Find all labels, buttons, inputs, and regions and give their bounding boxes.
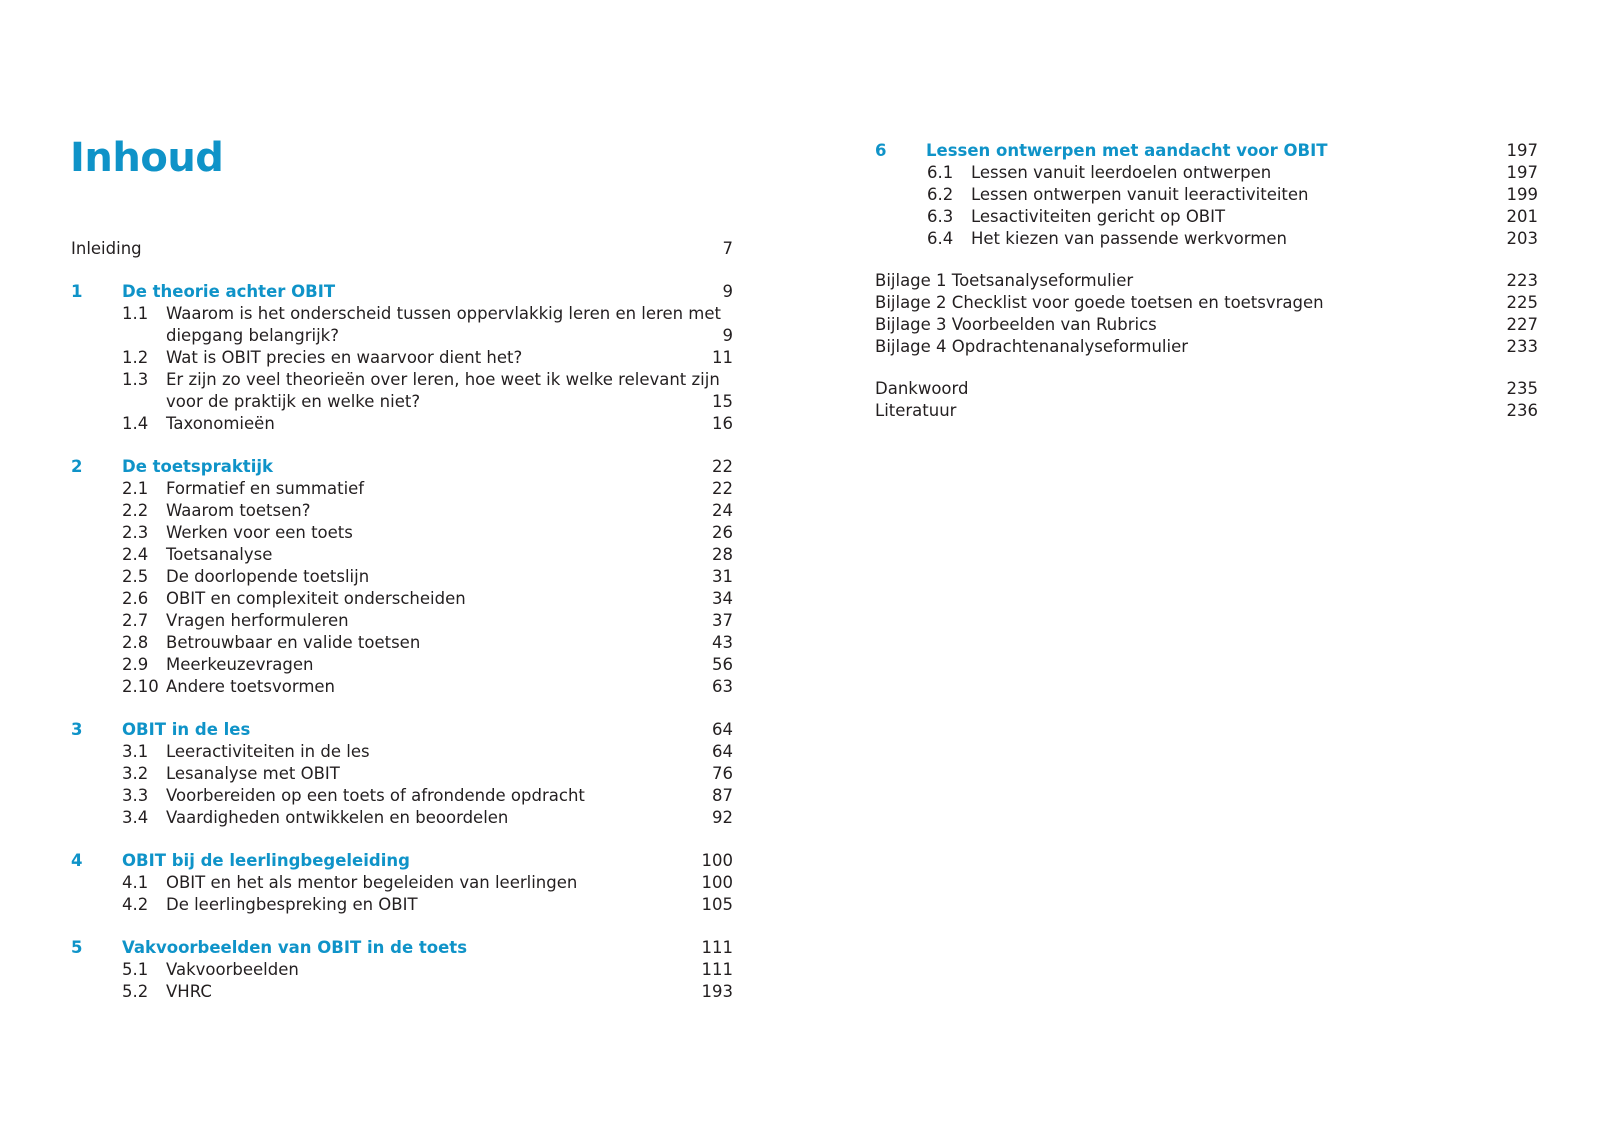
section-number: 6.2 — [927, 185, 954, 204]
toc-chapter-4[interactable] — [71, 850, 733, 872]
toc-section-3-1[interactable] — [71, 741, 733, 763]
section-number: 2.5 — [122, 567, 149, 586]
toc-section-1-3[interactable] — [71, 369, 733, 391]
section-title-continued: diepgang belangrijk? — [166, 326, 339, 345]
section-title-continued: voor de praktijk en welke niet? — [166, 392, 421, 411]
toc-section-2-1[interactable] — [71, 478, 733, 500]
toc-section-1-4[interactable] — [71, 413, 733, 435]
toc-appendix-1[interactable] — [875, 270, 1538, 292]
section-number: 3.2 — [122, 764, 149, 783]
section-number: 6.3 — [927, 207, 954, 226]
toc-page-number: 87 — [712, 786, 733, 805]
toc-page-number: 235 — [1506, 379, 1538, 398]
toc-section-2-5[interactable] — [71, 566, 733, 588]
toc-section-4-2[interactable] — [71, 894, 733, 916]
toc-page-number: 56 — [712, 655, 733, 674]
toc-section-5-1[interactable] — [71, 959, 733, 981]
section-title: Andere toetsvormen — [166, 677, 336, 696]
section-number: 2.10 — [122, 677, 159, 696]
section-title: Leeractiviteiten in de les — [166, 742, 370, 761]
appendix-title: Bijlage 3 Voorbeelden van Rubrics — [875, 315, 1157, 334]
chapter-title: De toetspraktijk — [122, 457, 273, 476]
chapter-title: Vakvoorbeelden van OBIT in de toets — [122, 938, 468, 957]
section-number: 5.1 — [122, 960, 149, 979]
chapter-number: 1 — [71, 282, 83, 301]
section-number: 2.4 — [122, 545, 149, 564]
toc-right-column — [875, 140, 1538, 422]
section-title: Taxonomieën — [166, 414, 275, 433]
section-number: 1.2 — [122, 348, 149, 367]
toc-page-number: 43 — [712, 633, 733, 652]
section-title: Lessen vanuit leerdoelen ontwerpen — [971, 163, 1272, 182]
section-number: 4.1 — [122, 873, 149, 892]
section-number: 3.1 — [122, 742, 149, 761]
chapter-number: 4 — [71, 851, 83, 870]
toc-section-3-3[interactable] — [71, 785, 733, 807]
toc-section-3-2[interactable] — [71, 763, 733, 785]
section-title: Betrouwbaar en valide toetsen — [166, 633, 421, 652]
section-number: 6.1 — [927, 163, 954, 182]
toc-page-number: 7 — [722, 239, 733, 258]
toc-page-number: 223 — [1506, 271, 1538, 290]
back-matter-title: Literatuur — [875, 401, 957, 420]
toc-page-number: 22 — [712, 479, 733, 498]
toc-left-column — [71, 238, 733, 1003]
toc-page-number: 193 — [701, 982, 733, 1001]
section-number: 3.4 — [122, 808, 149, 827]
appendix-title: Bijlage 2 Checklist voor goede toetsen en toetsvragen — [875, 293, 1324, 312]
toc-page-number: 111 — [701, 960, 733, 979]
toc-page-number: 37 — [712, 611, 733, 630]
toc-section-2-3[interactable] — [71, 522, 733, 544]
section-number: 1.4 — [122, 414, 149, 433]
toc-appendix-4[interactable] — [875, 336, 1538, 358]
toc-page-number: 31 — [712, 567, 733, 586]
section-title: Lesactiviteiten gericht op OBIT — [971, 207, 1226, 226]
toc-page-number: 197 — [1506, 141, 1538, 160]
toc-section-3-4[interactable] — [71, 807, 733, 829]
toc-page-number: 11 — [712, 348, 733, 367]
toc-section-6-1[interactable] — [875, 162, 1538, 184]
toc-page-number: 24 — [712, 501, 733, 520]
toc-section-6-2[interactable] — [875, 184, 1538, 206]
chapter-title: OBIT bij de leerlingbegeleiding — [122, 851, 410, 870]
toc-page-number: 26 — [712, 523, 733, 542]
chapter-number: 2 — [71, 457, 83, 476]
section-number: 1.1 — [122, 304, 149, 323]
section-title: Waarom is het onderscheid tussen oppervlakkig leren en leren met — [166, 304, 721, 323]
appendix-title: Bijlage 1 Toetsanalyseformulier — [875, 271, 1134, 290]
toc-appendix-3[interactable] — [875, 314, 1538, 336]
section-number: 2.6 — [122, 589, 149, 608]
section-title: De doorlopende toetslijn — [166, 567, 370, 586]
toc-page-number: 9 — [722, 282, 733, 301]
toc-page-number: 34 — [712, 589, 733, 608]
toc-page-number: 28 — [712, 545, 733, 564]
section-title: De leerlingbespreking en OBIT — [166, 895, 418, 914]
section-title: Werken voor een toets — [166, 523, 353, 542]
section-number: 2.1 — [122, 479, 149, 498]
toc-chapter-6[interactable] — [875, 140, 1538, 162]
toc-page-number: 111 — [701, 938, 733, 957]
section-number: 2.9 — [122, 655, 149, 674]
section-title: Formatief en summatief — [166, 479, 365, 498]
section-number: 6.4 — [927, 229, 954, 248]
appendix-title: Bijlage 4 Opdrachtenanalyseformulier — [875, 337, 1189, 356]
section-title: Het kiezen van passende werkvormen — [971, 229, 1287, 248]
section-title: Vragen herformuleren — [166, 611, 349, 630]
section-title: Lessen ontwerpen vanuit leeractiviteiten — [971, 185, 1309, 204]
toc-section-5-2[interactable] — [71, 981, 733, 1003]
toc-section-1-2[interactable] — [71, 347, 733, 369]
toc-page-number: 15 — [712, 392, 733, 411]
toc-page-number: 9 — [722, 326, 733, 345]
toc-page-number: 225 — [1506, 293, 1538, 312]
chapter-number: 5 — [71, 938, 83, 957]
toc-page-number: 63 — [712, 677, 733, 696]
toc-section-4-1[interactable] — [71, 872, 733, 894]
toc-section-2-6[interactable] — [71, 588, 733, 610]
section-number: 2.2 — [122, 501, 149, 520]
toc-page-number: 203 — [1506, 229, 1538, 248]
toc-page-number: 22 — [712, 457, 733, 476]
toc-page-number: 92 — [712, 808, 733, 827]
section-title: Toetsanalyse — [166, 545, 273, 564]
toc-page-number: 64 — [712, 720, 733, 739]
toc-page-number: 199 — [1506, 185, 1538, 204]
section-number: 4.2 — [122, 895, 149, 914]
toc-page-number: 233 — [1506, 337, 1538, 356]
toc-appendix-2[interactable] — [875, 292, 1538, 314]
toc-chapter-5[interactable] — [71, 937, 733, 959]
toc-section-1-1-continued[interactable] — [71, 325, 733, 347]
section-title: Vaardigheden ontwikkelen en beoordelen — [166, 808, 509, 827]
toc-page-number: 64 — [712, 742, 733, 761]
toc-entry-inleiding[interactable] — [71, 238, 733, 260]
back-matter-title: Dankwoord — [875, 379, 969, 398]
chapter-number: 3 — [71, 720, 83, 739]
page-title: Inhoud — [70, 135, 224, 181]
chapter-title: De theorie achter OBIT — [122, 282, 336, 301]
toc-section-2-2[interactable] — [71, 500, 733, 522]
section-title: Meerkeuzevragen — [166, 655, 314, 674]
chapter-title: Lessen ontwerpen met aandacht voor OBIT — [926, 141, 1328, 160]
toc-page-number: 100 — [701, 851, 733, 870]
section-title: Voorbereiden op een toets of afrondende opdracht — [166, 786, 585, 805]
toc-entry-dankwoord[interactable] — [875, 378, 1538, 400]
toc-section-2-4[interactable] — [71, 544, 733, 566]
toc-page-number: 76 — [712, 764, 733, 783]
section-title: Wat is OBIT precies en waarvoor dient het? — [166, 348, 523, 367]
toc-section-2-7[interactable] — [71, 610, 733, 632]
section-number: 1.3 — [122, 370, 149, 389]
section-title: Waarom toetsen? — [166, 501, 311, 520]
toc-page-number: 105 — [701, 895, 733, 914]
toc-section-1-1[interactable] — [71, 303, 733, 325]
toc-page-number: 16 — [712, 414, 733, 433]
toc-entry-literatuur[interactable] — [875, 400, 1538, 422]
chapter-title: OBIT in de les — [122, 720, 251, 739]
section-number: 5.2 — [122, 982, 149, 1001]
toc-chapter-3[interactable] — [71, 719, 733, 741]
toc-page-number: 100 — [701, 873, 733, 892]
toc-entry-label: Inleiding — [71, 239, 142, 258]
section-number: 2.8 — [122, 633, 149, 652]
toc-page-number: 201 — [1506, 207, 1538, 226]
section-number: 2.3 — [122, 523, 149, 542]
section-title: Er zijn zo veel theorieën over leren, hoe weet ik welke relevant zijn — [166, 370, 720, 389]
toc-section-1-3-continued[interactable] — [71, 391, 733, 413]
toc-section-2-8[interactable] — [71, 632, 733, 654]
toc-section-2-9[interactable] — [71, 654, 733, 676]
section-title: Lesanalyse met OBIT — [166, 764, 340, 783]
toc-page-number: 197 — [1506, 163, 1538, 182]
section-number: 3.3 — [122, 786, 149, 805]
section-title: VHRC — [166, 982, 212, 1001]
toc-section-6-4[interactable] — [875, 228, 1538, 250]
section-title: OBIT en het als mentor begeleiden van leerlingen — [166, 873, 578, 892]
toc-section-6-3[interactable] — [875, 206, 1538, 228]
chapter-number: 6 — [875, 141, 887, 160]
section-number: 2.7 — [122, 611, 149, 630]
toc-section-2-10[interactable] — [71, 676, 733, 698]
toc-chapter-1[interactable] — [71, 281, 733, 303]
toc-page-number: 236 — [1506, 401, 1538, 420]
toc-page-number: 227 — [1506, 315, 1538, 334]
section-title: OBIT en complexiteit onderscheiden — [166, 589, 466, 608]
toc-chapter-2[interactable] — [71, 456, 733, 478]
section-title: Vakvoorbeelden — [166, 960, 299, 979]
